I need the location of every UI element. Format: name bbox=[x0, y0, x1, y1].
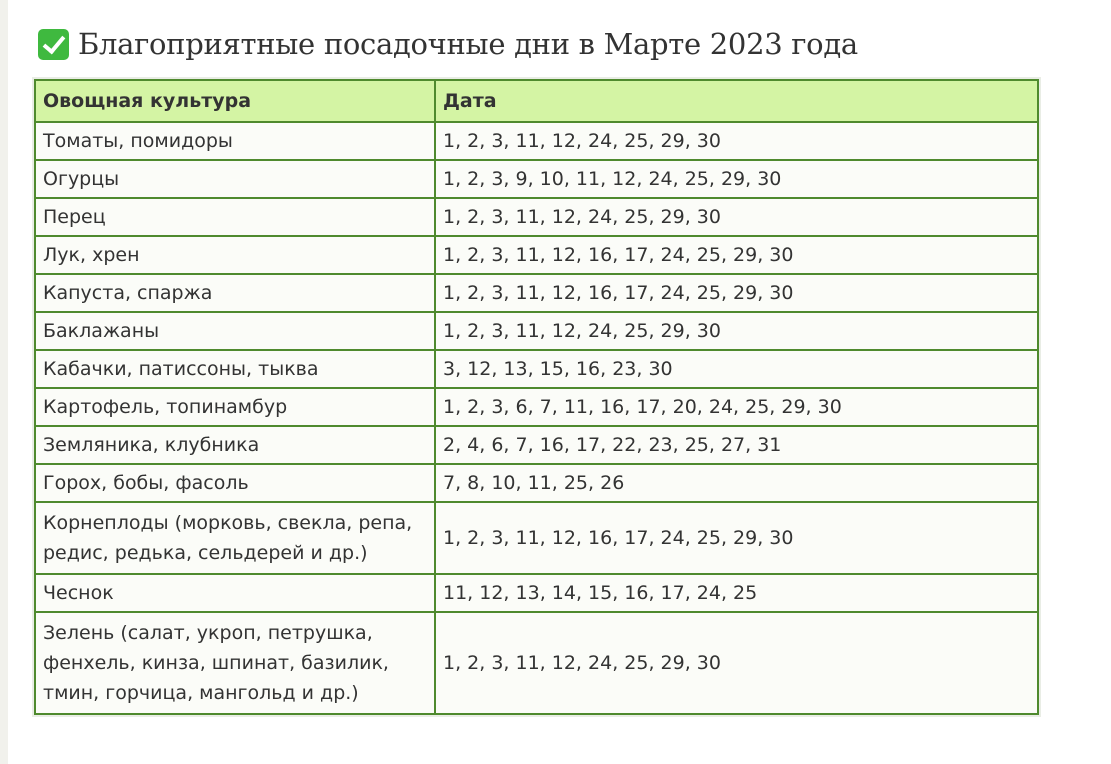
crop-cell: Томаты, помидоры bbox=[35, 122, 435, 160]
crop-cell: Перец bbox=[35, 198, 435, 236]
column-header-crop: Овощная культура bbox=[35, 80, 435, 122]
dates-cell: 1, 2, 3, 11, 12, 24, 25, 29, 30 bbox=[435, 312, 1038, 350]
table-row bbox=[35, 274, 1038, 312]
table-row bbox=[35, 122, 1038, 160]
dates-cell: 1, 2, 3, 6, 7, 11, 16, 17, 20, 24, 25, 29, 30 bbox=[435, 388, 1038, 426]
crop-cell: Чеснок bbox=[35, 574, 435, 612]
crop-cell: Земляника, клубника bbox=[35, 426, 435, 464]
dates-cell: 2, 4, 6, 7, 16, 17, 22, 23, 25, 27, 31 bbox=[435, 426, 1038, 464]
dates-cell: 1, 2, 3, 11, 12, 16, 17, 24, 25, 29, 30 bbox=[435, 274, 1038, 312]
dates-cell: 1, 2, 3, 9, 10, 11, 12, 24, 25, 29, 30 bbox=[435, 160, 1038, 198]
table-row bbox=[35, 426, 1038, 464]
crop-cell: Картофель, топинамбур bbox=[35, 388, 435, 426]
crop-cell: Зелень (салат, укроп, петрушка, фенхель, кинза, шпинат, базилик, тмин, горчица, мангольд и др.) bbox=[35, 612, 435, 714]
crop-cell: Капуста, спаржа bbox=[35, 274, 435, 312]
table-row bbox=[35, 312, 1038, 350]
table-row bbox=[35, 350, 1038, 388]
crop-cell: Огурцы bbox=[35, 160, 435, 198]
table-row bbox=[35, 236, 1038, 274]
check-mark-icon bbox=[38, 29, 69, 60]
dates-cell: 11, 12, 13, 14, 15, 16, 17, 24, 25 bbox=[435, 574, 1038, 612]
column-header-date: Дата bbox=[435, 80, 1038, 122]
crop-cell: Корнеплоды (морковь, свекла, репа, редис, редька, сельдерей и др.) bbox=[35, 502, 435, 574]
table-row bbox=[35, 502, 1038, 574]
crop-cell: Горох, бобы, фасоль bbox=[35, 464, 435, 502]
table-row bbox=[35, 160, 1038, 198]
dates-cell: 1, 2, 3, 11, 12, 24, 25, 29, 30 bbox=[435, 612, 1038, 714]
table-row bbox=[35, 464, 1038, 502]
dates-cell: 3, 12, 13, 15, 16, 23, 30 bbox=[435, 350, 1038, 388]
table-row bbox=[35, 612, 1038, 714]
page-title-text: Благоприятные посадочные дни в Марте 2023 года bbox=[78, 27, 858, 61]
page-title bbox=[38, 22, 858, 66]
table-row bbox=[35, 574, 1038, 612]
dates-cell: 1, 2, 3, 11, 12, 24, 25, 29, 30 bbox=[435, 198, 1038, 236]
table-row bbox=[35, 198, 1038, 236]
dates-cell: 1, 2, 3, 11, 12, 16, 17, 24, 25, 29, 30 bbox=[435, 502, 1038, 574]
dates-cell: 7, 8, 10, 11, 25, 26 bbox=[435, 464, 1038, 502]
dates-cell: 1, 2, 3, 11, 12, 16, 17, 24, 25, 29, 30 bbox=[435, 236, 1038, 274]
crop-cell: Кабачки, патиссоны, тыква bbox=[35, 350, 435, 388]
planting-days-table bbox=[34, 79, 1039, 715]
crop-cell: Баклажаны bbox=[35, 312, 435, 350]
crop-cell: Лук, хрен bbox=[35, 236, 435, 274]
table-row bbox=[35, 388, 1038, 426]
dates-cell: 1, 2, 3, 11, 12, 24, 25, 29, 30 bbox=[435, 122, 1038, 160]
article-content bbox=[8, 0, 1111, 764]
table-header-row bbox=[35, 80, 1038, 122]
